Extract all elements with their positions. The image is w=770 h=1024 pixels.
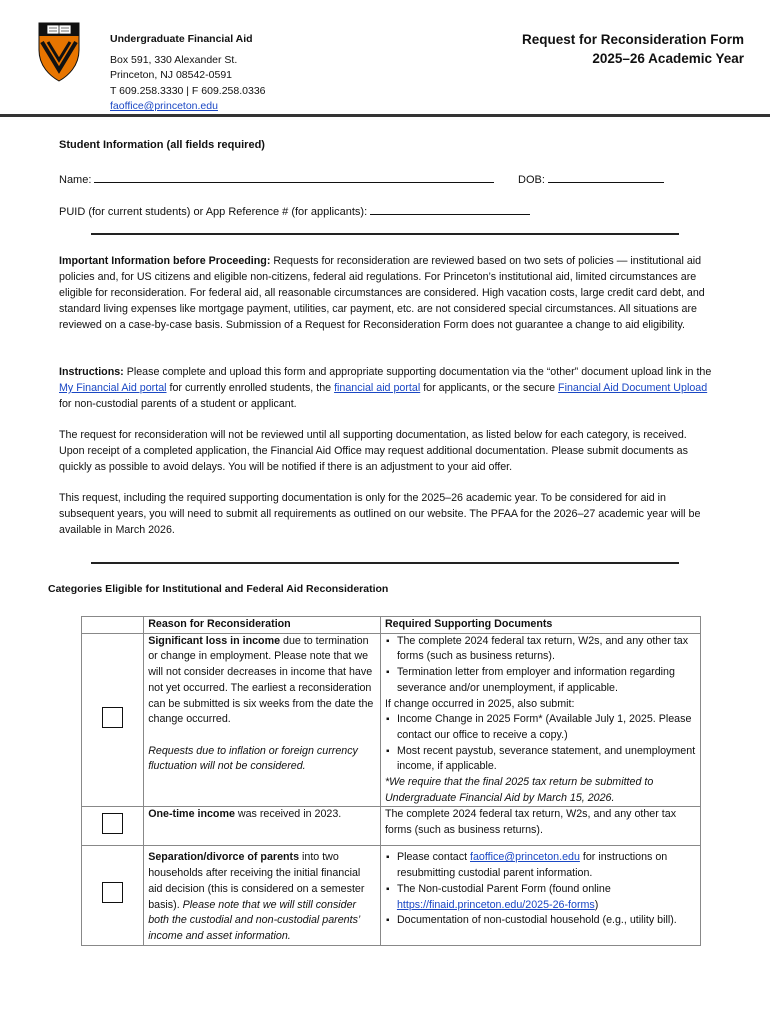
my-financial-aid-portal-link[interactable]: My Financial Aid portal — [59, 382, 167, 394]
row1-checkbox-cell — [82, 633, 144, 807]
row3-doc-1 — [397, 850, 696, 881]
row2-reason — [144, 807, 381, 846]
row1-doc-sub: If change occurred in 2025, also submit: — [384, 697, 575, 710]
one-time-income-checkbox[interactable] — [102, 813, 123, 834]
separation-divorce-checkbox[interactable] — [102, 882, 123, 903]
row3-doc-3: ▪ Documentation of non-custodial household (e.g., utility bill). — [397, 913, 696, 929]
office-name: Undergraduate Financial Aid — [110, 33, 253, 45]
instructions-text-2: for currently enrolled students, the — [166, 382, 335, 394]
row2-docs: The complete 2024 federal tax return, W2s, and any other tax forms (such as business returns). — [380, 807, 700, 846]
puid-input-line[interactable] — [370, 204, 530, 215]
name-field — [59, 172, 494, 186]
princeton-shield-logo — [38, 22, 80, 82]
section-divider-1 — [91, 233, 679, 235]
row3-reason-bold: Separation/divorce of parents — [148, 851, 300, 864]
address-line-1: Box 591, 330 Alexander St. — [110, 53, 238, 66]
forms-page-link[interactable]: https://finaid.princeton.edu/2025-26-forms — [396, 898, 595, 911]
instructions-text-1: Please complete and upload this form and appropriate supporting documentation via the “other” document upload link in the — [123, 366, 712, 378]
dob-input-line[interactable] — [548, 172, 664, 183]
row2-reason-bold: One-time income — [148, 808, 235, 821]
row3-doc-2 — [397, 882, 696, 913]
row3-reason-italic: Please note that we will still consider both the custodial and non-custodial parents’ income and asset information. — [148, 898, 360, 942]
row3-reason-text: into two households after receiving the initial financial aid decision (this is considered on a semester basis). — [148, 851, 365, 911]
header-checkbox-cell — [82, 617, 144, 634]
dob-field — [518, 172, 664, 186]
row1-doc-4: ▪ Most recent paystub, severance statement, and unemployment income, if applicable. — [397, 744, 696, 775]
office-email-link[interactable]: faoffice@princeton.edu — [110, 100, 218, 112]
instructions-text-3: for applicants, or the secure — [420, 382, 559, 394]
name-label: Name: — [59, 174, 92, 186]
row1-doc-3: ▪ Income Change in 2025 Form* (Available July 1, 2025. Please contact our office to receive a copy.) — [397, 712, 696, 743]
row1-doc-2: ▪ Termination letter from employer and information regarding severance and/or unemployment, if applicable. — [397, 665, 696, 696]
col-reason-header: Reason for Reconsideration — [144, 617, 381, 634]
office-address-block — [110, 32, 266, 115]
form-title-block — [522, 30, 744, 68]
row3-doc-2-post: ) — [594, 898, 599, 911]
review-paragraph: The request for reconsideration will not be reviewed until all supporting documentation, as listed below for each category, is received. Upon receipt of a completed application, the Financial Aid Office may request additional documentation. Please submit documents as quickly as possible to avoid delays. You will be notified if there is an adjustment to your aid offer. — [59, 429, 688, 473]
income-loss-checkbox[interactable] — [102, 707, 123, 728]
form-title: Request for Reconsideration Form — [521, 32, 744, 47]
academic-year-paragraph: This request, including the required supporting documentation is only for the 2025–26 academic year. To be considered for aid in subsequent years, you will need to submit all requirements as outlined on our website. The PFAA for the 2026–27 academic year will be available in March 2026. — [59, 492, 701, 536]
row1-doc-1: ▪ The complete 2024 federal tax return, W2s, and any other tax forms (such as business returns). — [397, 634, 696, 665]
dob-label: DOB: — [518, 174, 545, 186]
academic-year: 2025–26 Academic Year — [592, 51, 744, 66]
row1-docs — [380, 633, 700, 807]
row3-doc-1-post: for instructions on resubmitting custodial parent information. — [396, 851, 668, 880]
header-rule — [0, 114, 770, 117]
categories-table — [81, 616, 701, 946]
important-info-paragraph — [59, 253, 715, 333]
instructions-paragraph — [59, 364, 715, 412]
phone-fax: T 609.258.3330 | F 609.258.0336 — [110, 84, 266, 97]
important-lead: Important Information before Proceeding: — [59, 255, 271, 267]
address-line-2: Princeton, NJ 08542-0591 — [110, 69, 232, 81]
row3-doc-2-pre: The Non-custodial Parent Form (found online — [396, 882, 611, 895]
row1-doc-note: *We require that the final 2025 tax return be submitted to Undergraduate Financial Aid by March 15, 2026. — [384, 776, 654, 804]
puid-label: PUID (for current students) or App Reference # (for applicants): — [59, 206, 368, 218]
table-row — [82, 807, 701, 846]
table-row — [82, 846, 701, 945]
table-header-row — [82, 617, 701, 634]
row2-reason-text: was received in 2023. — [234, 808, 342, 821]
row1-reason-text: due to termination or change in employment. Please note that we will not consider decreases in income that have not yet occurred. The earliest a reconsideration can be submitted is six weeks from the date the change occurred. — [148, 634, 374, 726]
financial-aid-portal-link[interactable]: financial aid portal — [334, 382, 421, 394]
row3-reason — [144, 846, 381, 945]
student-info-title: Student Information (all fields required) — [59, 139, 265, 151]
categories-title: Categories Eligible for Institutional and Federal Aid Reconsideration — [48, 583, 389, 595]
row1-reason-bold: Significant loss in income — [148, 634, 281, 647]
faoffice-email-link[interactable]: faoffice@princeton.edu — [470, 851, 580, 864]
puid-field — [59, 204, 530, 218]
row2-checkbox-cell — [82, 807, 144, 846]
instructions-lead: Instructions: — [59, 366, 124, 378]
document-upload-link[interactable]: Financial Aid Document Upload — [558, 382, 708, 394]
row3-checkbox-cell — [82, 846, 144, 945]
row3-docs — [380, 846, 700, 945]
important-text: Requests for reconsideration are reviewed based on two sets of policies — institutional aid policies and, for US citizens and eligible non-citizens, federal aid regulations. For Princeton’s institutional aid, limited circumstances are eligible for reconsideration. For federal aid, all reasonable circumstances are considered. High vacation costs, large credit card debt, and standard living expenses like mortgage payment, utilities, car payment, etc. are not considered special circumstances. All situations are reviewed on a case-by-case basis. Submission of a Request for Reconsideration Form does not guarantee a change to aid eligibility. — [59, 255, 705, 331]
instructions-text-4: for non-custodial parents of a student or applicant. — [59, 398, 297, 410]
table-row — [82, 633, 701, 807]
row3-doc-1-pre: Please contact — [396, 851, 471, 864]
section-divider-2 — [91, 562, 679, 564]
col-docs-header: Required Supporting Documents — [380, 617, 700, 634]
row1-reason — [144, 633, 381, 807]
row1-reason-italic: Requests due to inflation or foreign currency fluctuation will not be considered. — [148, 744, 358, 773]
name-input-line[interactable] — [94, 172, 494, 183]
